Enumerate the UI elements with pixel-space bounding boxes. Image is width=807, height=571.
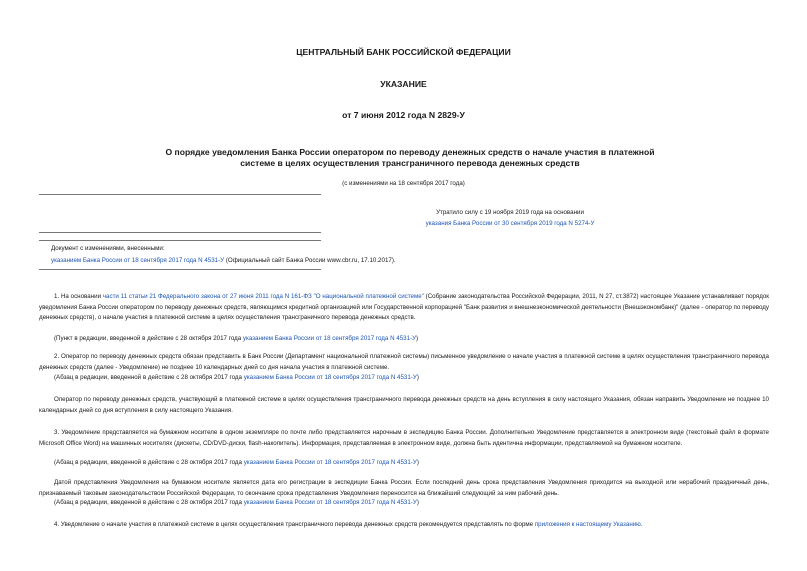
divider	[39, 194, 321, 195]
note-text: )	[416, 499, 419, 506]
issuer-heading: ЦЕНТРАЛЬНЫЙ БАНК РОССИЙСКОЙ ФЕДЕРАЦИИ	[296, 47, 511, 57]
paragraph-3: 3. Уведомление представляется на бумажном носителе в одном экземпляре по почте либо представляется нарочным в экспедицию Банка России. Дополнительно Уведомление представляется в электронном виде (текстовый файл в формате Microsoft Office Word) на машинных носителях (дискеты, CD/DVD-диски, flash-накопитель). Информация, представляемая в электронном виде, должна быть идентична информации, представляемой на бумажном носителе.	[39, 429, 769, 447]
edition-note	[54, 498, 419, 509]
note-text: (Абзац в редакции, введенной в действие с 28 октября 2017 года	[54, 499, 244, 506]
divider	[39, 269, 321, 270]
amendment-link[interactable]: указанием Банка России от 18 сентября 2017 года N 4531-У	[51, 257, 225, 264]
paragraph-2b: Оператор по переводу денежных средств, участвующий в платежной системе в целях осуществления трансграничного перевода денежных средств на день вступления в силу настоящего Указания, обязан направить Уведомление не позднее 10 календарных дней со дня вступления в силу настоящего Указания.	[39, 396, 769, 414]
edition-note	[54, 334, 418, 345]
amendments-label: Документ с изменениями, внесенными:	[51, 245, 165, 252]
divider	[39, 232, 321, 233]
note-text: )	[416, 335, 419, 342]
document-date-number: от 7 июня 2012 года N 2829-У	[342, 110, 465, 120]
paragraph-2: 2. Оператор по переводу денежных средств обязан представить в Банк России (Департамент национальной платежной системы) письменное уведомление о начале участия в платежной системе в целях осуществления трансграничного перевода денежных средств (далее - Уведомление) не позднее 10 календарных дней со дня начала участия в платежной системе.	[39, 353, 769, 371]
edition-link[interactable]: указанием Банка России от 18 сентября 2017 года N 4531-У	[243, 374, 417, 381]
note-text: )	[416, 374, 419, 381]
amendments-block	[51, 243, 551, 266]
note-text: )	[416, 459, 419, 466]
document-type: УКАЗАНИЕ	[380, 79, 427, 89]
document-title: О порядке уведомления Банка России оператором по переводу денежных средств о начале участия в платежной системе в целях осуществления трансграничного перевода денежных средств	[165, 147, 655, 168]
paragraph-text: (Собрание законодательства Российской Федерации, 2011, N 27, ст.3872) настоящее Указание устанавливает порядок уведомления Банка России оператором по переводу денежных средств, являющимся кредитной организацией или Государственной корпорацией "Банк развития и внешнеэкономической деятельности (Внешэкономбанк)" (далее - оператор по переводу денежных средств), о начале участия в платежной системе в целях осуществления трансграничного перевода денежных средств.	[39, 293, 769, 322]
appendix-link[interactable]: приложения к настоящему Указанию	[534, 521, 641, 528]
note-text: (Пункт в редакции, введенной в действие с 28 октября 2017 года	[54, 335, 243, 342]
edition-note	[54, 458, 419, 469]
changes-note: (с изменениями на 18 сентября 2017 года)	[342, 180, 465, 187]
law-link[interactable]: части 11 статьи 21 Федерального закона от 27 июня 2011 года N 161-ФЗ "О национальной платежной системе"	[102, 293, 424, 300]
repeal-link[interactable]: указания Банка России от 30 сентября 2019 года N 5274-У	[425, 220, 595, 227]
edition-link[interactable]: указанием Банка России от 18 сентября 2017 года N 4531-У	[243, 499, 417, 506]
edition-link[interactable]: указанием Банка России от 18 сентября 2017 года N 4531-У	[243, 459, 417, 466]
note-text: (Абзац в редакции, введенной в действие с 28 октября 2017 года	[54, 374, 244, 381]
amendment-source: (Официальный сайт Банка России www.cbr.ru, 17.10.2017).	[224, 257, 396, 264]
paragraph-3b: Датой представления Уведомления на бумажном носителе является дата его регистрации в экспедиции Банка России. Если последний день срока представления Уведомления приходится на выходной или нерабочий праздничный день, признаваемый таковым законодательством Российской Федерации, то окончание срока представления Уведомления переносится на ближайший следующий за ним рабочий день.	[39, 479, 769, 497]
status-block	[300, 207, 720, 229]
paragraph-text: .	[640, 521, 643, 528]
status-text: Утратило силу с 19 ноября 2019 года на основании	[436, 209, 584, 216]
note-text: (Абзац в редакции, введенной в действие с 28 октября 2017 года	[54, 459, 244, 466]
divider	[39, 240, 321, 241]
paragraph-text: 1. На основании	[54, 293, 103, 300]
paragraph-1	[39, 292, 769, 324]
paragraph-4	[39, 520, 769, 531]
edition-note	[54, 373, 419, 384]
paragraph-text: 4. Уведомление о начале участия в платежной системе в целях осуществления трансграничного перевода денежных средств рекомендуется представлять по форме	[54, 521, 535, 528]
edition-link[interactable]: указанием Банка России от 18 сентября 2017 года N 4531-У	[242, 335, 417, 342]
